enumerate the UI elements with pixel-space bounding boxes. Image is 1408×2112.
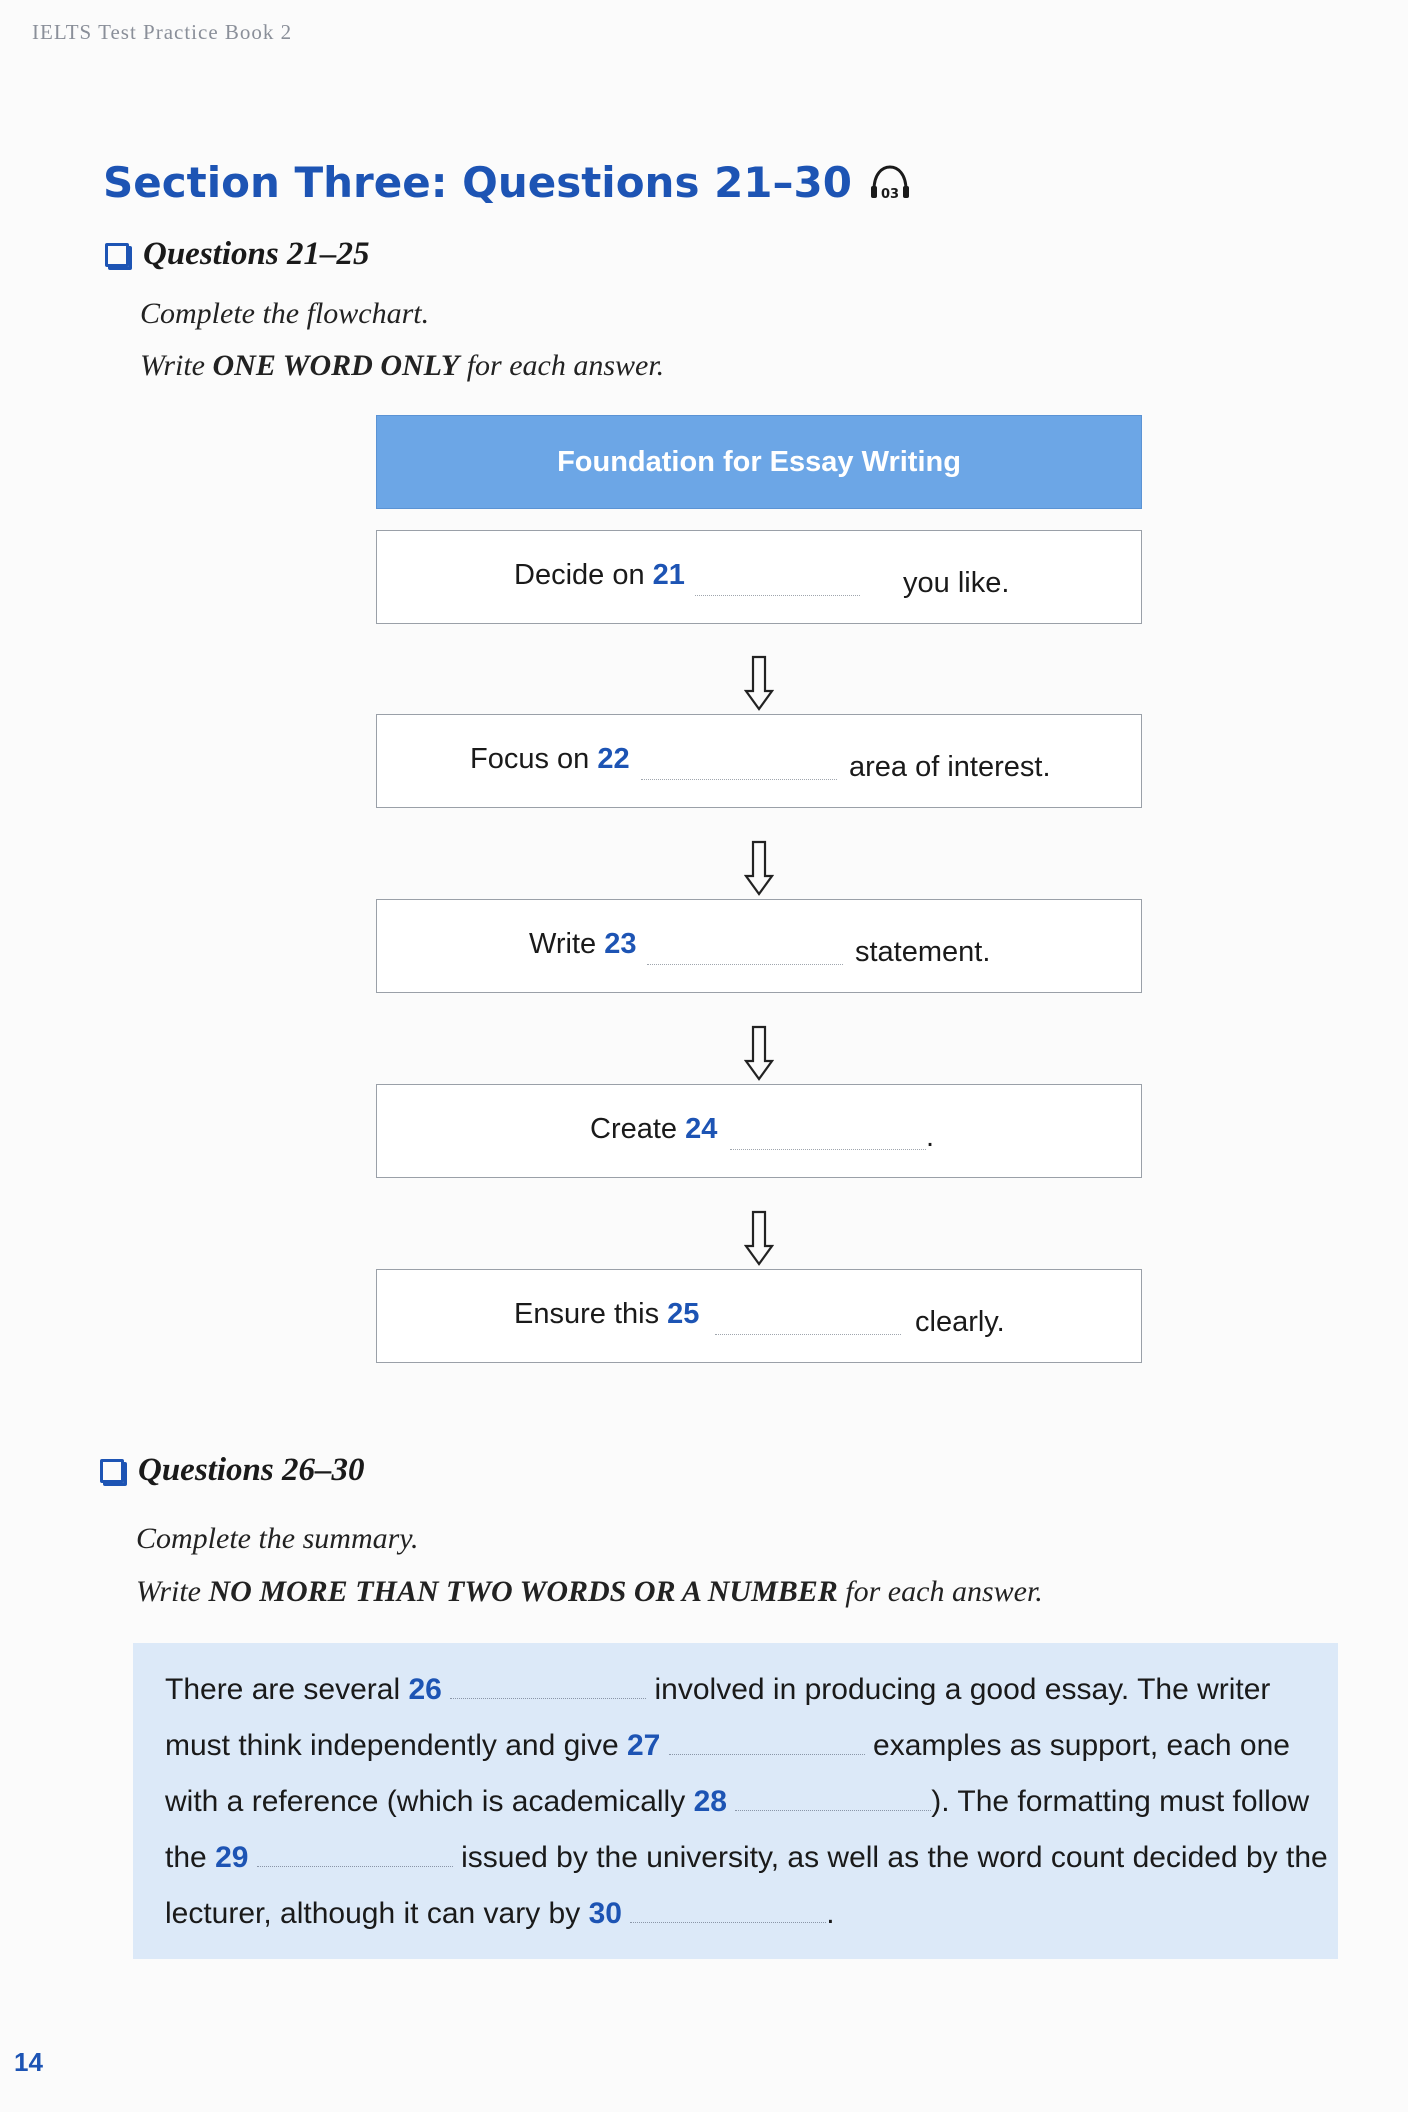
answer-blank-22[interactable] (641, 779, 837, 780)
summary-line-1 (165, 1673, 1270, 1707)
summary-text: lecturer, although it can vary by (165, 1897, 581, 1930)
flowchart (376, 415, 1142, 1338)
question-number: 22 (597, 743, 630, 775)
summary-text: . (826, 1897, 835, 1930)
section-title-text: Section Three: Questions 21–30 (103, 158, 852, 207)
summary-text: examples as support, each one (873, 1729, 1290, 1762)
step-prefix: Ensure this (514, 1298, 660, 1330)
question-number: 25 (667, 1298, 700, 1330)
instruction-emphasis: ONE WORD ONLY (212, 349, 460, 382)
summary-text: must think independently and give (165, 1729, 619, 1762)
flow-step-text (514, 559, 685, 592)
instruction-complete-summary: Complete the summary. (136, 1522, 419, 1555)
answer-blank-24[interactable] (730, 1149, 926, 1150)
section-title (103, 158, 912, 207)
step-prefix: Create (590, 1113, 678, 1145)
questions-21-25-heading-text: Questions 21–25 (143, 236, 370, 272)
question-number: 30 (588, 1897, 622, 1930)
question-number: 24 (685, 1113, 718, 1145)
answer-blank-21[interactable] (695, 595, 860, 596)
step-prefix: Focus on (470, 743, 590, 775)
down-arrow-icon (744, 1210, 774, 1266)
down-arrow-icon (744, 1025, 774, 1081)
answer-blank-23[interactable] (647, 964, 843, 965)
summary-line-5 (165, 1897, 835, 1931)
flow-step-text (514, 1298, 699, 1331)
step-prefix: Decide on (514, 559, 645, 591)
step-suffix: clearly. (915, 1306, 1005, 1338)
answer-blank-29[interactable] (257, 1844, 453, 1867)
step-suffix: you like. (903, 567, 1010, 599)
flow-step-25 (376, 1269, 1142, 1363)
question-number: 23 (604, 928, 637, 960)
instruction-text: for each answer. (837, 1575, 1043, 1608)
instruction-word-limit-1 (140, 349, 664, 383)
flow-step-text (529, 928, 636, 961)
answer-blank-28[interactable] (735, 1788, 931, 1811)
instruction-word-limit-2 (136, 1575, 1043, 1609)
flow-step-21 (376, 530, 1142, 624)
question-number: 28 (693, 1785, 727, 1818)
down-arrow-icon (744, 655, 774, 711)
instruction-emphasis: NO MORE THAN TWO WORDS OR A NUMBER (208, 1575, 838, 1608)
questions-26-30-heading (100, 1452, 364, 1489)
page-number: 14 (14, 2047, 43, 2077)
answer-blank-27[interactable] (669, 1732, 865, 1755)
step-suffix: area of interest. (849, 751, 1051, 783)
flow-step-23 (376, 899, 1142, 993)
summary-line-3 (165, 1785, 1309, 1819)
checkbox-bullet-icon (100, 1459, 124, 1483)
instruction-text: Write (140, 349, 213, 382)
flowchart-title: Foundation for Essay Writing (376, 415, 1142, 509)
summary-text: ). The formatting must follow (931, 1785, 1310, 1818)
headphones-audio-icon[interactable] (868, 164, 912, 202)
summary-line-2 (165, 1729, 1290, 1763)
questions-26-30-heading-text: Questions 26–30 (138, 1452, 365, 1488)
summary-text: issued by the university, as well as the word count decided by the (461, 1841, 1328, 1874)
summary-text: involved in producing a good essay. The writer (654, 1673, 1271, 1706)
step-suffix: . (926, 1121, 935, 1153)
instruction-text: Write (136, 1575, 209, 1608)
answer-blank-26[interactable] (450, 1676, 646, 1699)
answer-blank-25[interactable] (715, 1334, 901, 1335)
audio-track-number: 03 (880, 186, 900, 202)
questions-21-25-heading (105, 236, 369, 273)
instruction-text: for each answer. (459, 349, 665, 382)
instruction-complete-flowchart: Complete the flowchart. (140, 297, 430, 330)
question-number: 26 (408, 1673, 442, 1706)
checkbox-bullet-icon (105, 243, 129, 267)
question-number: 27 (626, 1729, 661, 1762)
question-number: 21 (652, 559, 685, 591)
summary-box (133, 1643, 1338, 1959)
down-arrow-icon (744, 840, 774, 896)
running-head: IELTS Test Practice Book 2 (32, 20, 293, 44)
summary-text: There are several (165, 1673, 401, 1706)
flow-step-22 (376, 714, 1142, 808)
step-prefix: Write (529, 928, 597, 960)
summary-text: the (165, 1841, 207, 1874)
summary-text: with a reference (which is academically (165, 1785, 686, 1818)
step-suffix: statement. (855, 936, 991, 968)
question-number: 29 (215, 1841, 249, 1874)
summary-line-4 (165, 1841, 1328, 1875)
flow-step-24 (376, 1084, 1142, 1178)
flow-step-text (470, 743, 630, 776)
flow-step-text (590, 1113, 717, 1146)
answer-blank-30[interactable] (630, 1900, 826, 1923)
